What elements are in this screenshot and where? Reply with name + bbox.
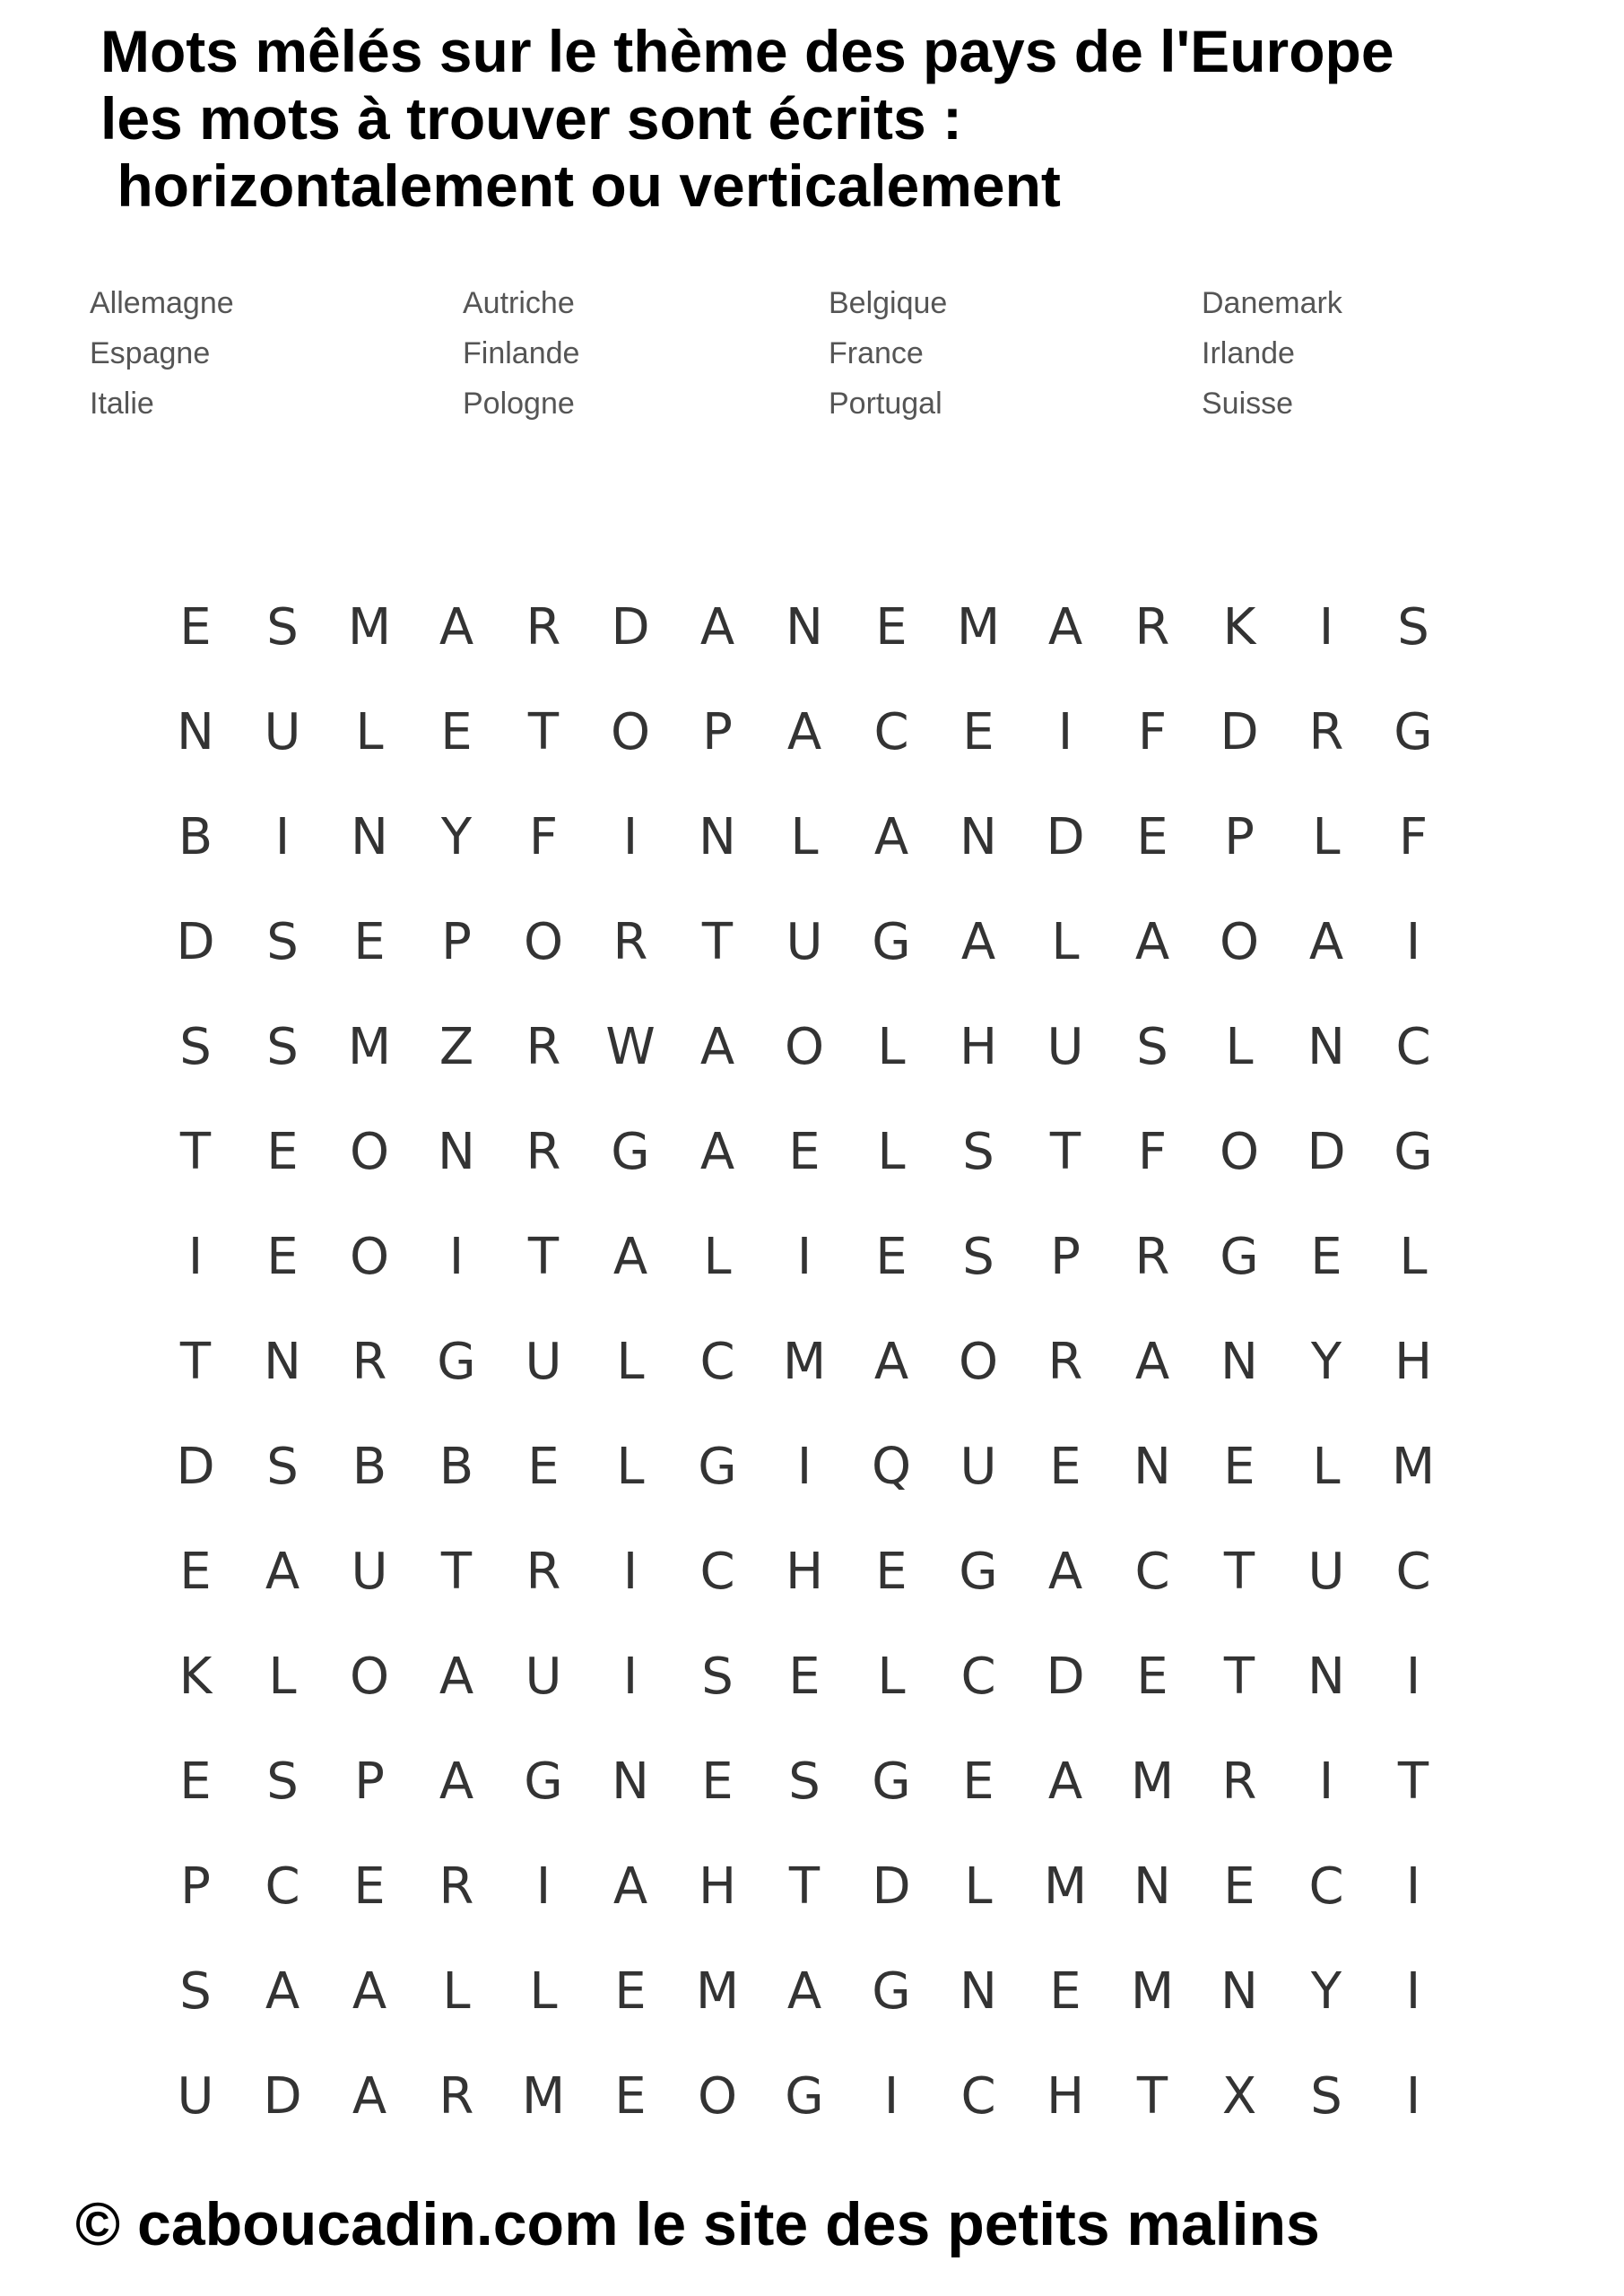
grid-cell: A [439,1752,474,1811]
grid-cell: O [349,1123,390,1181]
grid-cell: B [352,1438,387,1496]
grid-cell: N [1307,1018,1345,1076]
grid-cell: C [1395,1018,1431,1076]
grid-cell: M [1043,1857,1088,1916]
grid-cell: I [1405,1962,1421,2021]
grid-cell: G [437,1333,476,1391]
grid-cell: T [1223,1543,1255,1601]
grid-cell: N [786,598,823,657]
grid-cell: D [1307,1123,1346,1181]
grid-cell: R [1221,1752,1257,1811]
grid-cell: E [440,703,473,761]
grid-cell: A [352,2067,387,2126]
grid-cell: L [877,1018,906,1076]
grid-cell: N [612,1752,649,1811]
grid-cell: S [962,1123,994,1181]
grid-cell: H [1046,2067,1085,2126]
grid-cell: F [528,808,559,866]
grid-cell: N [177,703,214,761]
grid-cell: S [962,1228,994,1286]
grid-cell: S [266,1438,299,1496]
grid-cell: E [1049,1438,1081,1496]
grid-cell: F [1137,1123,1168,1181]
title-line-1: Mots mêlés sur le thème des pays de l'Europe [100,18,1394,84]
grid-cell: U [786,913,823,971]
word-list-item: Espagne [90,336,211,370]
grid-cell: G [611,1123,650,1181]
grid-cell: I [1057,703,1073,761]
grid-cell: I [1318,598,1334,657]
grid-cell: G [1220,1228,1259,1286]
letter-grid [160,592,1505,2170]
word-list-item: Autriche [463,286,575,320]
grid-cell: N [438,1123,475,1181]
grid-cell: P [1224,808,1255,866]
grid-cell: T [440,1543,473,1601]
word-list-item: Suisse [1202,387,1294,421]
grid-cell: E [614,1962,647,2021]
grid-cell: C [1134,1543,1170,1601]
grid-cell: D [176,913,215,971]
word-list-item: Irlande [1202,336,1295,370]
grid-cell: S [1397,598,1429,657]
grid-cell: G [872,913,911,971]
grid-cell: I [796,1228,812,1286]
grid-cell: B [178,808,213,866]
grid-cell: G [1394,703,1433,761]
grid-cell: L [964,1857,993,1916]
grid-cell: E [962,703,994,761]
grid-cell: L [442,1962,471,2021]
grid-cell: M [521,2067,566,2126]
grid-cell: A [699,1018,735,1076]
grid-cell: R [1134,598,1170,657]
grid-cell: E [179,1543,212,1601]
grid-cell: D [611,598,650,657]
grid-cell: E [1223,1438,1255,1496]
grid-cell: I [1405,913,1421,971]
grid-cell: D [1220,703,1259,761]
grid-cell: U [1307,1543,1345,1601]
title-block [100,18,1589,220]
grid-cell: R [1134,1228,1170,1286]
grid-cell: I [1405,2067,1421,2126]
grid-cell: I [622,808,638,866]
grid-cell: O [784,1018,825,1076]
grid-cell: I [1318,1752,1334,1811]
grid-cell: C [1308,1857,1344,1916]
grid-cell: R [612,913,648,971]
grid-cell: A [612,1228,648,1286]
grid-cell: G [524,1752,563,1811]
grid-cell: G [1394,1123,1433,1181]
grid-cell: E [266,1123,299,1181]
grid-cell: R [525,1543,561,1601]
grid-cell: O [1219,1123,1260,1181]
grid-cell: C [1395,1543,1431,1601]
grid-cell: M [782,1333,827,1391]
grid-cell: T [1049,1123,1081,1181]
grid-cell: I [187,1228,204,1286]
word-list-item: Portugal [829,387,942,421]
title-line-3: horizontalement ou verticalement [100,152,1061,219]
grid-cell: A [786,703,822,761]
grid-cell: G [872,1962,911,2021]
word-list-item: Finlande [463,336,580,370]
grid-cell: I [535,1857,551,1916]
grid-cell: X [1221,2067,1257,2126]
grid-cell: A [960,913,996,971]
grid-cell: A [1308,913,1344,971]
grid-cell: T [527,703,560,761]
grid-cell: M [347,1018,392,1076]
grid-cell: N [1220,1962,1258,2021]
grid-cell: L [1225,1018,1254,1076]
grid-cell: H [785,1543,824,1601]
grid-cell: C [699,1333,735,1391]
grid-cell: I [796,1438,812,1496]
grid-cell: C [960,1648,996,1706]
grid-cell: E [353,913,386,971]
grid-cell: T [1136,2067,1168,2126]
grid-cell: A [1134,913,1170,971]
grid-cell: Y [1310,1333,1342,1391]
grid-cell: O [349,1228,390,1286]
grid-cell: A [786,1962,822,2021]
grid-cell: P [702,703,733,761]
grid-cell: S [266,1018,299,1076]
word-list-item: Pologne [463,387,575,421]
grid-cell: I [1405,1857,1421,1916]
grid-cell: E [962,1752,994,1811]
grid-cell: U [177,2067,214,2126]
grid-cell: N [264,1333,301,1391]
grid-cell: H [1394,1333,1433,1391]
grid-cell: O [349,1648,390,1706]
grid-cell: R [439,1857,474,1916]
grid-cell: I [448,1228,465,1286]
grid-cell: N [1133,1857,1171,1916]
grid-cell: E [788,1123,821,1181]
grid-cell: B [439,1438,474,1496]
word-list-item: France [829,336,924,370]
grid-cell: L [616,1333,645,1391]
grid-cell: D [176,1438,215,1496]
grid-cell: S [266,913,299,971]
word-list-item: Allemagne [90,286,234,320]
grid-cell: S [179,1018,212,1076]
grid-cell: M [695,1962,740,2021]
grid-cell: E [1223,1857,1255,1916]
grid-cell: G [698,1438,737,1496]
grid-cell: C [960,2067,996,2126]
grid-cell: R [525,1018,561,1076]
grid-cell: O [1219,913,1260,971]
grid-cell: R [525,598,561,657]
grid-cell: Y [440,808,473,866]
grid-cell: O [958,1333,999,1391]
grid-cell: S [266,598,299,657]
grid-cell: A [699,598,735,657]
grid-cell: F [1398,808,1429,866]
grid-cell: E [875,1543,908,1601]
grid-cell: S [179,1962,212,2021]
grid-cell: Y [1310,1962,1342,2021]
grid-cell: E [1310,1228,1342,1286]
grid-cell: S [788,1752,821,1811]
grid-cell: D [263,2067,302,2126]
grid-cell: L [268,1648,297,1706]
grid-cell: G [872,1752,911,1811]
grid-cell: I [622,1648,638,1706]
grid-cell: O [610,703,651,761]
grid-cell: I [274,808,291,866]
grid-cell: E [701,1752,734,1811]
grid-cell: L [877,1123,906,1181]
grid-cell: M [1391,1438,1436,1496]
word-list-item: Belgique [829,286,948,320]
grid-cell: A [699,1123,735,1181]
grid-cell: A [1047,598,1083,657]
grid-cell: E [179,598,212,657]
grid-cell: N [960,808,997,866]
grid-cell: U [351,1543,388,1601]
grid-cell: R [439,2067,474,2126]
grid-cell: N [1220,1333,1258,1391]
grid-cell: M [1130,1752,1175,1811]
grid-cell: N [351,808,388,866]
grid-cell: L [1312,808,1341,866]
grid-cell: E [1136,1648,1168,1706]
grid-cell: I [622,1543,638,1601]
grid-cell: A [873,1333,909,1391]
grid-cell: U [525,1333,562,1391]
grid-cell: A [439,598,474,657]
grid-cell: T [179,1333,212,1391]
grid-cell: Q [871,1438,912,1496]
word-list [90,285,1435,447]
grid-cell: T [701,913,734,971]
grid-cell: S [1136,1018,1168,1076]
grid-cell: H [959,1018,998,1076]
grid-cell: O [523,913,564,971]
grid-cell: E [1136,808,1168,866]
grid-cell: E [788,1648,821,1706]
grid-cell: T [527,1228,560,1286]
grid-cell: D [872,1857,911,1916]
grid-cell: S [266,1752,299,1811]
grid-cell: S [1310,2067,1342,2126]
grid-cell: A [265,1543,300,1601]
grid-cell: T [788,1857,821,1916]
grid-cell: L [529,1962,558,2021]
grid-cell: E [179,1752,212,1811]
grid-cell: U [1046,1018,1084,1076]
grid-cell: D [1046,1648,1085,1706]
grid-cell: E [875,598,908,657]
grid-cell: N [699,808,736,866]
grid-cell: A [352,1962,387,2021]
grid-cell: L [877,1648,906,1706]
grid-cell: R [1047,1333,1083,1391]
grid-cell: M [1130,1962,1175,2021]
grid-cell: U [525,1648,562,1706]
grid-cell: P [1050,1228,1081,1286]
footer-copyright: © caboucadin.com le site des petits malins [75,2190,1320,2258]
grid-cell: P [354,1752,385,1811]
grid-cell: M [347,598,392,657]
grid-cell: E [266,1228,299,1286]
grid-cell: N [1307,1648,1345,1706]
grid-cell: A [873,808,909,866]
grid-cell: L [1312,1438,1341,1496]
grid-cell: A [612,1857,648,1916]
grid-cell: K [178,1648,213,1706]
grid-cell: L [790,808,819,866]
grid-cell: O [697,2067,738,2126]
grid-cell: T [1223,1648,1255,1706]
grid-cell: L [1051,913,1080,971]
grid-cell: H [698,1857,737,1916]
grid-cell: U [960,1438,997,1496]
grid-cell: M [956,598,1001,657]
grid-cell: Z [439,1018,474,1076]
grid-cell: A [1047,1543,1083,1601]
grid-cell: A [1047,1752,1083,1811]
grid-cell: C [265,1857,300,1916]
word-list-item: Italie [90,387,154,421]
grid-cell: I [1405,1648,1421,1706]
grid-cell: L [616,1438,645,1496]
grid-cell: E [875,1228,908,1286]
grid-cell: W [605,1018,656,1076]
grid-cell: E [527,1438,560,1496]
grid-cell: C [873,703,909,761]
grid-cell: G [785,2067,824,2126]
grid-cell: F [1137,703,1168,761]
grid-cell: C [699,1543,735,1601]
grid-cell: A [265,1962,300,2021]
grid-cell: G [959,1543,998,1601]
grid-cell: L [1399,1228,1428,1286]
grid-cell: R [1308,703,1344,761]
title-line-2: les mots à trouver sont écrits : [100,85,962,152]
grid-cell: A [1134,1333,1170,1391]
grid-cell: P [180,1857,211,1916]
grid-cell: E [614,2067,647,2126]
grid-cell: T [179,1123,212,1181]
grid-cell: I [883,2067,899,2126]
grid-cell: D [1046,808,1085,866]
grid-cell: L [355,703,384,761]
grid-cell: E [353,1857,386,1916]
grid-cell: R [352,1333,387,1391]
word-list-item: Danemark [1202,286,1342,320]
grid-cell: N [1133,1438,1171,1496]
grid-cell: U [264,703,301,761]
grid-cell: R [525,1123,561,1181]
grid-cell: A [439,1648,474,1706]
grid-cell: T [1397,1752,1429,1811]
grid-cell: P [441,913,472,971]
grid-cell: N [960,1962,997,2021]
grid-cell: L [703,1228,732,1286]
grid-cell: K [1222,598,1256,657]
grid-cell: E [1049,1962,1081,2021]
grid-cell: S [701,1648,734,1706]
